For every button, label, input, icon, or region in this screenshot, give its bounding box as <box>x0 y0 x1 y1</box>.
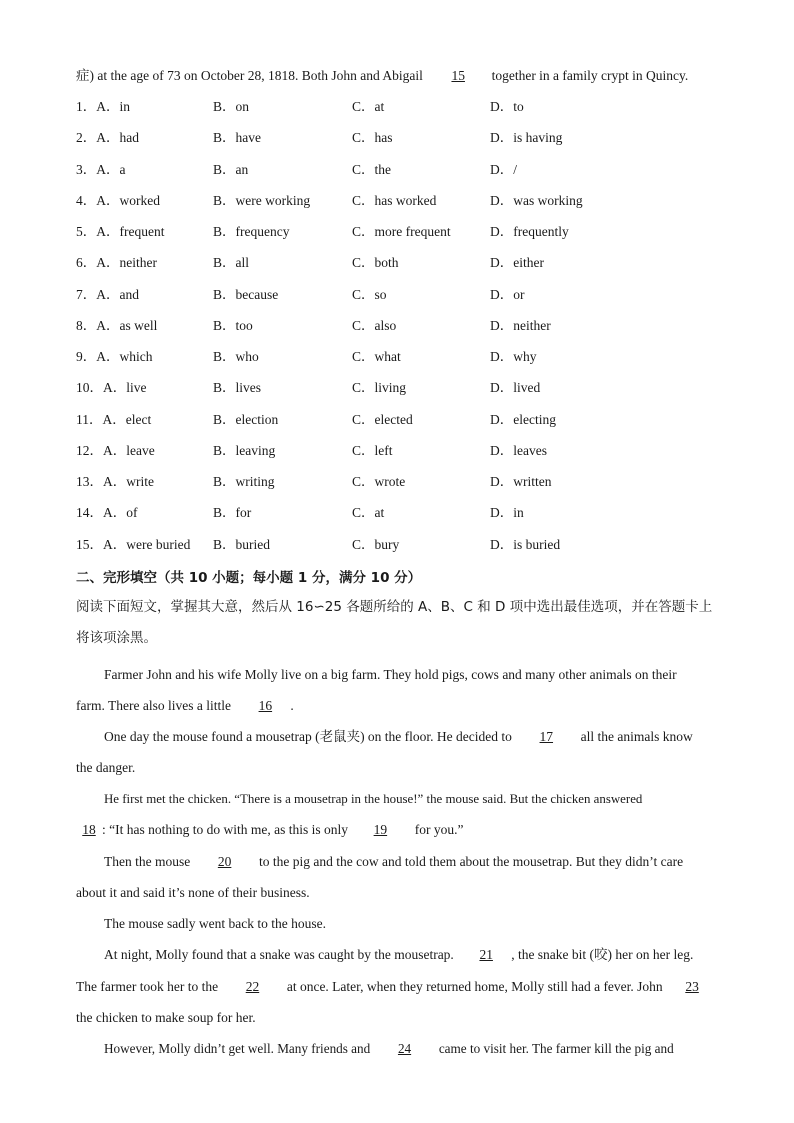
blank-20: 20 <box>217 854 232 869</box>
question-number: 14． <box>76 505 103 521</box>
option-row <box>76 129 736 160</box>
passage-line: the chicken to make soup for her. <box>76 1010 256 1025</box>
passage-line: The mouse sadly went back to the house. <box>104 916 326 931</box>
option-c-cell <box>352 223 451 241</box>
question-number: 7． <box>76 286 97 302</box>
option-c-cell <box>352 254 399 272</box>
passage-line <box>104 728 720 746</box>
section-title: 二、完形填空（共 10 小题；每小题 1 分，满分 10 分） <box>76 570 422 586</box>
question-number: 10． <box>76 380 103 396</box>
blank-23: 23 <box>685 979 699 994</box>
passage-text: to the pig and the cow and told them about the mousetrap. But they didn’t care <box>258 854 684 869</box>
intro-text-after: together in a family crypt in Quincy. <box>491 68 689 83</box>
option-b: B．writing <box>213 474 275 489</box>
option-d: D．is having <box>490 130 563 146</box>
blank-19: 19 <box>373 822 388 837</box>
option-b-cell <box>213 348 259 366</box>
passage-line <box>76 978 720 996</box>
option-a-cell <box>76 129 139 147</box>
passage-line: Farmer John and his wife Molly live on a big farm. They hold pigs, cows and many other animals on their <box>104 667 677 682</box>
option-row <box>76 223 736 254</box>
option-d: D．/ <box>490 161 517 177</box>
option-d-cell <box>490 98 524 116</box>
option-d: D．written <box>490 474 552 489</box>
option-row <box>76 286 736 317</box>
question-number: 4． <box>76 192 97 208</box>
passage-text: Then the mouse <box>104 854 191 869</box>
option-c: C．also <box>352 317 397 333</box>
option-b-cell <box>213 473 275 491</box>
question-number: 6． <box>76 255 97 271</box>
option-a: A．and <box>96 286 139 302</box>
option-c: C．left <box>352 442 393 458</box>
option-d-cell <box>490 161 517 179</box>
option-a-cell <box>76 254 157 272</box>
option-a-cell <box>76 98 130 116</box>
option-a: A．elect <box>102 411 152 427</box>
passage-line: He first met the chicken. “There is a mousetrap in the house!” the mouse said. But the chicken answered <box>104 792 643 806</box>
option-row <box>76 317 736 348</box>
option-b: B．because <box>213 286 279 302</box>
blank-17: 17 <box>539 729 554 744</box>
question-number: 3． <box>76 161 97 177</box>
passage-text: came to visit her. The farmer kill the pig and <box>438 1041 674 1056</box>
option-a-cell <box>76 504 138 522</box>
option-a-cell <box>76 473 154 491</box>
option-b-cell <box>213 504 251 522</box>
option-row <box>76 254 736 285</box>
option-a-cell <box>76 379 147 397</box>
option-d-cell <box>490 348 537 366</box>
option-a: A．frequent <box>96 224 165 239</box>
passage-line <box>104 1040 720 1058</box>
option-row <box>76 442 736 473</box>
instruction-line-2: 将该项涂黑。 <box>76 630 157 646</box>
option-row <box>76 411 736 442</box>
option-b: B．frequency <box>213 224 290 239</box>
option-d-cell <box>490 317 551 335</box>
option-b-cell <box>213 98 249 116</box>
option-c-cell <box>352 379 406 397</box>
option-a: A．in <box>96 99 130 114</box>
option-d: D．in <box>490 505 524 521</box>
option-c-cell <box>352 348 401 366</box>
intro-line <box>76 67 688 85</box>
question-number: 11． <box>76 411 103 427</box>
question-number: 8． <box>76 317 97 333</box>
option-a-cell <box>76 317 157 335</box>
option-b: B．too <box>213 317 253 333</box>
option-c-cell <box>352 129 393 147</box>
option-c: C．at <box>352 505 385 521</box>
option-d-cell <box>490 286 525 304</box>
passage-line <box>76 697 720 715</box>
passage-text: , the snake bit (咬) her on her leg. <box>511 947 694 962</box>
option-b-cell <box>213 379 261 397</box>
option-c: C．both <box>352 255 399 271</box>
option-row <box>76 98 736 129</box>
option-d-cell <box>490 473 552 491</box>
option-d-cell <box>490 129 562 147</box>
passage-text: However, Molly didn’t get well. Many friends and <box>104 1041 371 1056</box>
blank-21: 21 <box>479 947 493 962</box>
option-c-cell <box>352 411 413 429</box>
passage-text: : “It has nothing to do with me, as this is only <box>102 822 348 837</box>
option-row <box>76 473 736 504</box>
option-b-cell <box>213 129 261 147</box>
option-d-cell <box>490 192 583 210</box>
option-a: A．a <box>96 161 126 177</box>
option-b-cell <box>213 411 278 429</box>
option-b-cell <box>213 192 310 210</box>
option-d-cell <box>490 442 547 460</box>
option-c: C．wrote <box>352 474 406 489</box>
option-b: B．election <box>213 411 279 427</box>
option-a-cell <box>76 348 153 366</box>
option-c: C．bury <box>352 536 400 552</box>
option-a: A．live <box>103 380 147 396</box>
question-number: 2． <box>76 130 97 146</box>
intro-text-before: 症) at the age of 73 on October 28, 1818. Both John and Abigail <box>76 68 423 83</box>
question-number: 1． <box>76 99 97 114</box>
blank-15: 15 <box>451 68 465 83</box>
option-a-cell <box>76 192 160 210</box>
option-c-cell <box>352 192 436 210</box>
option-c: C．what <box>352 349 401 364</box>
option-a-cell <box>76 286 139 304</box>
option-d-cell <box>490 411 556 429</box>
passage-text: farm. There also lives a little <box>76 698 231 713</box>
option-c: C．has worked <box>352 192 437 208</box>
passage-text: for you.” <box>414 822 464 837</box>
option-a: A．were buried <box>103 536 191 552</box>
option-c-cell <box>352 536 399 554</box>
blank-24: 24 <box>397 1041 412 1056</box>
option-d: D．either <box>490 255 544 271</box>
option-a: A．worked <box>96 192 160 208</box>
option-c-cell <box>352 317 396 335</box>
option-b: B．buried <box>213 536 270 552</box>
option-a-cell <box>76 536 190 554</box>
option-b-cell <box>213 223 289 241</box>
option-a: A．as well <box>96 317 158 333</box>
option-a: A．write <box>103 474 154 489</box>
option-b-cell <box>213 442 275 460</box>
option-d-cell <box>490 223 569 241</box>
option-row <box>76 536 736 567</box>
question-number: 13． <box>76 474 103 489</box>
option-d: D．neither <box>490 317 551 333</box>
question-number: 15． <box>76 536 103 552</box>
passage-line <box>104 946 720 964</box>
passage-line: the danger. <box>76 760 136 775</box>
option-d: D．leaves <box>490 442 547 458</box>
option-b: B．on <box>213 99 250 114</box>
option-c: C．has <box>352 130 393 146</box>
option-a: A．had <box>96 130 139 146</box>
option-b: B．for <box>213 505 252 521</box>
option-b: B．leaving <box>213 442 276 458</box>
passage-line <box>76 821 720 839</box>
option-d: D．is buried <box>490 536 561 552</box>
option-b: B．lives <box>213 380 262 396</box>
question-number: 9． <box>76 349 97 364</box>
passage-text: At night, Molly found that a snake was caught by the mousetrap. <box>104 947 454 962</box>
option-b-cell <box>213 161 248 179</box>
passage-line <box>104 853 720 871</box>
option-c: C．so <box>352 286 387 302</box>
option-d: D．why <box>490 349 537 364</box>
passage-text: all the animals know <box>580 729 693 744</box>
option-b: B．all <box>213 255 249 271</box>
option-d: D．to <box>490 99 524 114</box>
option-c: C．living <box>352 380 407 396</box>
option-b-cell <box>213 254 249 272</box>
option-d: D．or <box>490 286 525 302</box>
option-a: A．of <box>103 505 138 521</box>
blank-22: 22 <box>245 979 260 994</box>
option-a: A．leave <box>103 442 155 458</box>
option-c-cell <box>352 161 391 179</box>
option-d-cell <box>490 254 544 272</box>
option-row <box>76 161 736 192</box>
passage-text: . <box>290 698 294 713</box>
option-b: B．have <box>213 130 261 146</box>
question-number: 12． <box>76 442 103 458</box>
blank-16: 16 <box>258 698 273 713</box>
option-a-cell <box>76 442 155 460</box>
option-row <box>76 348 736 379</box>
option-c-cell <box>352 98 384 116</box>
option-c: C．at <box>352 99 385 114</box>
option-row <box>76 379 736 410</box>
option-c: C．the <box>352 161 391 177</box>
option-d: D．frequently <box>490 224 569 239</box>
option-b: B．were working <box>213 192 311 208</box>
option-c: C．more frequent <box>352 224 451 239</box>
option-d-cell <box>490 504 524 522</box>
option-b: B．an <box>213 161 249 177</box>
option-a: A．which <box>96 349 153 364</box>
option-b: B．who <box>213 349 259 364</box>
option-a-cell <box>76 161 126 179</box>
option-a-cell <box>76 411 151 429</box>
option-d-cell <box>490 536 560 554</box>
options-list <box>76 98 736 567</box>
option-c: C．elected <box>352 411 413 427</box>
blank-18: 18 <box>82 822 96 837</box>
option-b-cell <box>213 286 278 304</box>
instruction-line-1: 阅读下面短文，掌握其大意，然后从 16∽25 各题所给的 A、B、C 和 D 项中选出最佳选项，并在答题卡上 <box>76 599 713 615</box>
passage-text: The farmer took her to the <box>76 979 219 994</box>
option-row <box>76 504 736 535</box>
passage-line: about it and said it’s none of their business. <box>76 885 310 900</box>
passage-text: at once. Later, when they returned home, Molly still had a fever. John <box>286 979 663 994</box>
option-c-cell <box>352 442 393 460</box>
option-a: A．neither <box>96 255 157 271</box>
option-b-cell <box>213 536 270 554</box>
option-c-cell <box>352 473 405 491</box>
question-number: 5． <box>76 224 97 239</box>
option-d: D．was working <box>490 192 583 208</box>
option-c-cell <box>352 504 384 522</box>
option-d: D．lived <box>490 380 541 396</box>
option-d: D．electing <box>490 411 556 427</box>
option-a-cell <box>76 223 164 241</box>
option-d-cell <box>490 379 540 397</box>
passage-text: One day the mouse found a mousetrap (老鼠夹) on the floor. He decided to <box>104 729 512 744</box>
option-b-cell <box>213 317 253 335</box>
option-c-cell <box>352 286 387 304</box>
option-row <box>76 192 736 223</box>
